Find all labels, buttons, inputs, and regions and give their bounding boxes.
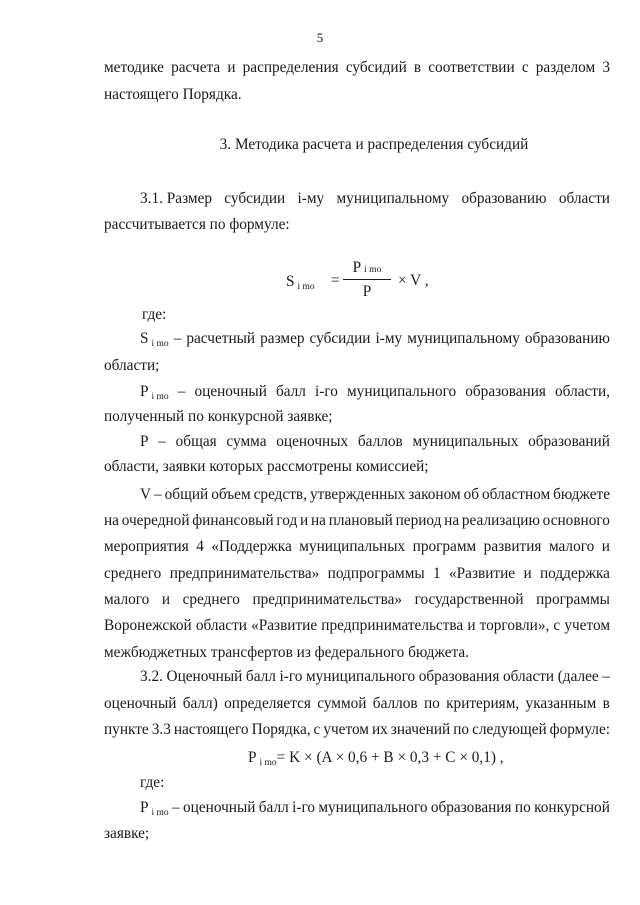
word: 3.3: [151, 721, 171, 738]
word: областном: [482, 486, 551, 503]
word: год: [276, 512, 298, 529]
word: баллов: [372, 695, 418, 712]
word: 1: [433, 565, 441, 582]
word: на: [310, 512, 326, 529]
word: суммой: [317, 695, 367, 712]
p32-line-1: [140, 669, 610, 684]
word: оценочный: [183, 799, 256, 816]
word: значений: [390, 721, 451, 738]
def-v-line-6: [104, 618, 610, 633]
word: и: [523, 565, 532, 582]
word: i-му: [375, 330, 403, 347]
formula2: Pi mo= K × (A × 0,6 + B × 0,3 + C × 0,1) ,: [248, 749, 504, 768]
word: предпринимательства: [321, 617, 464, 634]
word: образованию: [461, 190, 547, 207]
word: следующей: [472, 721, 547, 738]
word: законом: [408, 486, 461, 503]
word: общая: [175, 433, 217, 450]
word: балл: [275, 383, 306, 400]
word: i-го: [292, 799, 315, 816]
word: финансовый: [192, 512, 274, 529]
word: P: [140, 433, 149, 450]
def-p-line-1: P i mo – оценочный балл i-го муниципального образования области,: [140, 383, 610, 402]
word: расчета: [171, 59, 221, 76]
word: образованию: [524, 330, 610, 347]
formula1-tail: × V ,: [398, 272, 429, 289]
word: мероприятия: [104, 538, 189, 555]
word: средств,: [253, 486, 307, 503]
formula1-eq: =: [331, 272, 340, 289]
word: разделом: [535, 59, 596, 76]
word: определяется: [224, 695, 311, 712]
word: балл): [182, 695, 218, 712]
word: балл: [258, 799, 289, 816]
word: Оценочный: [166, 668, 243, 685]
def-v-line-4: [104, 566, 610, 581]
word: «Развитие: [251, 617, 318, 634]
formula1-lhs: Si mo: [286, 273, 315, 292]
word: оценочных: [276, 433, 349, 450]
word: и: [227, 59, 236, 76]
word: муниципального: [305, 668, 416, 685]
word: –: [158, 433, 166, 450]
formula1-denominator: P: [362, 283, 372, 300]
word: их: [371, 721, 388, 738]
word: муниципальному: [407, 330, 520, 347]
word: –: [177, 383, 186, 400]
word: малого: [104, 591, 150, 608]
def-v-line-3: [104, 539, 610, 554]
word: муниципальному: [336, 190, 450, 207]
word: –: [173, 330, 182, 347]
word: очередной: [121, 512, 190, 529]
word: оценочный: [104, 695, 177, 712]
word: муниципального: [347, 383, 457, 400]
def-v-line-5: [104, 592, 610, 607]
word: образования: [430, 799, 512, 816]
word: Порядка,: [251, 721, 311, 738]
word: i-го: [315, 383, 338, 400]
word: балл: [245, 668, 276, 685]
word: образования: [465, 383, 546, 400]
word: с: [521, 59, 529, 76]
word: –: [172, 799, 180, 816]
word: субсидий: [345, 59, 407, 76]
where-1: где:: [142, 306, 167, 323]
word: i-го: [279, 668, 303, 685]
word: основного: [542, 512, 610, 529]
word: «Развитие: [449, 565, 516, 582]
formula1-numerator: Pi mo: [352, 259, 382, 276]
word: государственной: [414, 591, 524, 608]
word: муниципальных: [412, 433, 519, 450]
word: Воронежской: [104, 617, 192, 634]
word: подпрограммы: [327, 565, 425, 582]
def-v-line-2: [104, 513, 610, 528]
intro-line-1: [104, 60, 610, 75]
word: и: [161, 591, 171, 608]
word: области: [558, 190, 610, 207]
word: i-му: [297, 190, 325, 207]
word: предпринимательства»: [169, 565, 320, 582]
word: в: [413, 59, 422, 76]
p31-line-2: рассчитывается по формуле:: [104, 216, 290, 233]
word: методике: [104, 59, 164, 76]
word: муниципальных: [299, 538, 406, 555]
word: бюджете: [553, 486, 610, 503]
word: расчетный: [186, 330, 256, 347]
p31-line-1: [140, 191, 610, 206]
word: и: [300, 512, 309, 529]
word: торговли»,: [479, 617, 550, 634]
word: V: [140, 486, 152, 503]
p32-line-3: [104, 722, 610, 737]
def-p2-line-2: заявке;: [104, 825, 150, 842]
word: малого: [548, 538, 595, 555]
word: плановый: [328, 512, 393, 529]
word: муниципального: [318, 799, 428, 816]
word: 4: [196, 538, 204, 555]
word: программы: [536, 591, 610, 608]
word: субсидии: [224, 190, 286, 207]
word: критериям,: [446, 695, 520, 712]
intro-line-2: настоящего Порядка.: [104, 86, 242, 103]
word: на: [104, 512, 119, 529]
word: период: [395, 512, 442, 529]
word: и: [467, 617, 476, 634]
fraction-bar: [343, 279, 391, 280]
word: –: [154, 486, 162, 503]
word: области: [502, 668, 555, 685]
word: по: [514, 799, 531, 816]
word: 3: [602, 59, 610, 76]
word: развития: [483, 538, 542, 555]
section-heading: 3. Методика расчета и распределения субсидий: [219, 136, 529, 153]
word: образований: [528, 433, 610, 450]
word: формуле:: [549, 721, 610, 738]
where-2: где:: [140, 774, 165, 791]
word: распределения: [242, 59, 339, 76]
word: объем: [211, 486, 251, 503]
def-s-line-2: области;: [104, 357, 160, 374]
word: 3.1. Размер: [140, 190, 213, 207]
def-s-line-1: S i mo – расчетный размер субсидии i-му муниципальному образованию: [140, 330, 610, 349]
word: реализацию: [461, 512, 540, 529]
word: баллов: [357, 433, 403, 450]
word: пункте: [104, 721, 149, 738]
word: настоящего: [173, 721, 249, 738]
word: и: [601, 538, 610, 555]
word: оценочный: [194, 383, 267, 400]
word: «Поддержка: [211, 538, 292, 555]
word: субсидии: [309, 330, 371, 347]
word: области,: [555, 383, 610, 400]
word: указанным: [525, 695, 597, 712]
word: среднего: [104, 565, 162, 582]
word: сумма: [226, 433, 267, 450]
word: утвержденных: [309, 486, 406, 503]
formula1-fraction: [343, 259, 391, 301]
word: по: [453, 721, 470, 738]
word: учетом: [323, 721, 369, 738]
word: образования: [418, 668, 500, 685]
word: –: [602, 668, 610, 685]
def-p2-line-1: P i mo – оценочный балл i-го муниципального образования по конкурсной: [140, 799, 610, 818]
word: конкурсной: [534, 799, 610, 816]
def-ptotal-line-2: области, заявки которых рассмотрены комиссией;: [104, 458, 429, 475]
word: соответствии: [428, 59, 515, 76]
def-p-line-2: полученный по конкурсной заявке;: [104, 408, 333, 425]
word: с: [553, 617, 561, 634]
word: размер: [260, 330, 305, 347]
word: поддержка: [540, 565, 610, 582]
page-number: 5: [316, 30, 324, 45]
word: общий: [164, 486, 209, 503]
word: на: [444, 512, 460, 529]
def-ptotal-line-1: [140, 434, 610, 449]
word: об: [463, 486, 480, 503]
word: в: [602, 695, 610, 712]
word: по: [423, 695, 440, 712]
def-v-line-7: межбюджетных трансфертов из федерального бюджета.: [104, 644, 469, 661]
word: предпринимательства»: [252, 591, 403, 608]
word: 3.2.: [140, 668, 163, 685]
word: области: [195, 617, 247, 634]
word: программ: [412, 538, 477, 555]
word: (далее: [557, 668, 599, 685]
word: среднего: [182, 591, 240, 608]
def-v-line-1: [140, 487, 610, 502]
word: учетом: [564, 617, 610, 634]
p32-line-2: [104, 696, 610, 711]
word: с: [313, 721, 321, 738]
